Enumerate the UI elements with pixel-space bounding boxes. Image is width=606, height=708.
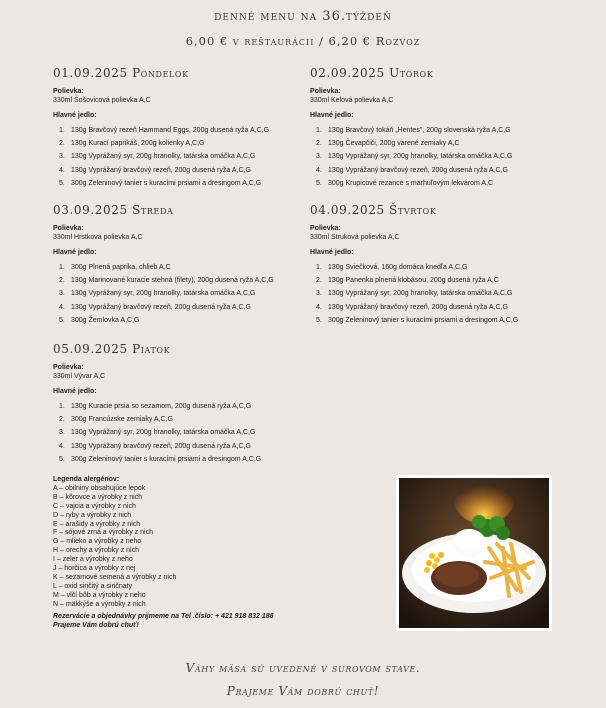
- main-item: 1. 130g Bravčový rezeň Hammand Eggs, 200g dusená ryža A,C,G: [59, 127, 270, 134]
- legend-item: N – mäkkýše a výrobky z nich: [53, 600, 146, 608]
- soup-item: 330ml Kelová polievka A,C: [310, 97, 394, 104]
- main-item: 3. 130g Vyprážaný syr, 200g hranolky, tatárska omáčka A,C,G: [316, 153, 513, 161]
- legend-item: E – arašidy a výrobky z nich: [53, 520, 141, 528]
- day-heading: 02.09.2025 Utorok: [310, 66, 434, 80]
- main-item: 4. 130g Vyprážaný bravčový rezeň, 200g dusená ryža A,C,G: [59, 166, 251, 174]
- main-item: 5. 300g Zeleninový tanier s kuracími prsiami a dresingom A,C,G: [316, 316, 519, 324]
- footer-wish: Prajeme Vám dobrú chuť!: [226, 684, 380, 698]
- main-item: 2. 130g Kurací paprikáš, 200g kolienky A,C,G: [59, 140, 205, 148]
- legend-item: C – vajcia a výrobky z nich: [53, 502, 136, 510]
- main-item: 4. 130g Vyprážaný bravčový rezeň, 200g dusená ryža A,C,G: [59, 442, 251, 450]
- menu-title: denné menu na 36.týždeň: [214, 9, 392, 24]
- order-notes: [53, 613, 373, 631]
- main-label: Hlavné jedlo:: [310, 112, 354, 119]
- main-list: [59, 124, 333, 190]
- legend-title: Legenda alergénov:: [53, 476, 120, 483]
- main-item: 3. 130g Vyprážaný syr, 200g hranolky, tatárska omáčka A,C,G: [59, 153, 256, 161]
- legend-item: L – oxid siričitý a siričnaty: [53, 582, 133, 590]
- soup-label: Polievka:: [310, 225, 341, 232]
- main-label: Hlavné jedlo:: [53, 249, 97, 256]
- main-item: 1. 130g Kuracie prsia so sezamom, 200g dusená ryža A,C,G: [59, 403, 252, 410]
- allergen-legend: [53, 476, 373, 610]
- legend-item: I – zeler a výrobky z neho: [53, 556, 133, 564]
- price-line: 6,00 € v reštaurácii / 6,20 € Rozvoz: [185, 34, 421, 48]
- soup-item: 330ml Struková polievka A,C: [310, 234, 400, 241]
- day-heading: 03.09.2025 Streda: [53, 203, 174, 217]
- main-item: 2. 300g Francúzske zemiaky A,C,G: [59, 416, 173, 424]
- main-item: 3. 130g Vyprážaný syr, 200g hranolky, tatárska omáčka A,C,G: [59, 429, 256, 437]
- soup-label: Polievka:: [53, 225, 84, 232]
- soup-item: 330ml Vývar A,C: [53, 373, 106, 380]
- reservation-phone: Rezervácie a objednávky prijmeme na Tel .číslo: + 421 918 832 188: [53, 613, 274, 620]
- main-item: 4. 130g Vyprážaný bravčový rezeň, 200g dusená ryža A,C,G: [316, 166, 508, 174]
- main-item: 5. 300g Zeleninový tanier s kuracími prsiami a dresingom A,C,G: [59, 455, 262, 463]
- main-list: [316, 261, 590, 327]
- soup-item: 330ml Šošovicová polievka A,C: [53, 97, 151, 104]
- main-list: [59, 261, 333, 327]
- main-item: 5. 300g Zeleninový tanier s kuracími prsiami a dresingom A,C,G: [59, 179, 262, 187]
- soup-item: 330ml Hrstková polievka A,C: [53, 234, 143, 241]
- legend-item: D – ryby a výrobky z nich: [53, 511, 132, 519]
- legend-item: A – obilniny obsahujúce lepok: [53, 484, 146, 492]
- legend-item: M – vlčí bôb a výrobky z neho: [53, 591, 146, 599]
- main-item: 4. 130g Vyprážaný bravčový rezeň, 200g dusená ryža A,C,G: [316, 303, 508, 311]
- main-item: 1. 130g Sviečková, 160g domáca knedľa A,C,G: [316, 264, 468, 271]
- day-heading: 04.09.2025 Štvrtok: [310, 203, 437, 217]
- legend-item: B – kôrovce a výrobky z nich: [53, 493, 143, 501]
- main-label: Hlavné jedlo:: [53, 388, 97, 395]
- legend-item: G – mlieko a výrobky z neho: [53, 538, 142, 546]
- main-item: 5. 300g Žemlovka A,C,G: [59, 316, 140, 324]
- plate-illustration: [399, 478, 549, 628]
- main-item: 4. 130g Vyprážaný bravčový rezeň, 200g dusená ryža A,C,G: [59, 303, 251, 311]
- food-photo: [396, 475, 552, 631]
- footer-note: Váhy mäsa sú uvedené v surovom stave.: [185, 661, 421, 675]
- main-item: 2. 130g Panenka plnená klobásou, 200g dusená ryža A,C: [316, 277, 499, 285]
- day-monday: [53, 66, 333, 190]
- main-item: 3. 130g Vyprážaný syr, 200g hranolky, tatárska omáčka A,C,G: [316, 290, 513, 298]
- main-list: [59, 400, 333, 466]
- soup-label: Polievka:: [53, 364, 84, 371]
- main-item: 2. 130g Čevapčiči, 200g varené zemiaky A,C: [316, 140, 460, 148]
- main-item: 5. 300g Krupicové rezance s marhuľovým lekvárom A,C: [316, 179, 494, 187]
- day-tuesday: [310, 66, 590, 190]
- main-item: 2. 130g Marinované kuracie stehná (filety), 200g dusená ryža A,C,G: [59, 277, 274, 285]
- soup-label: Polievka:: [310, 88, 341, 95]
- main-item: 1. 130g Bravčový tokáň „Hentes", 200g slovenská ryža A,C,G: [316, 127, 511, 134]
- day-heading: 01.09.2025 Pondelok: [53, 66, 189, 80]
- day-friday: [53, 342, 333, 466]
- main-label: Hlavné jedlo:: [310, 249, 354, 256]
- main-item: 1. 300g Plnená paprika, chlieb A,C: [59, 264, 171, 271]
- legend-item: H – orechy a výrobky z nich: [53, 547, 139, 555]
- main-list: [316, 124, 590, 190]
- wish-text: Prajeme Vám dobrú chuť!: [53, 621, 139, 629]
- main-item: 3. 130g Vyprážaný syr, 200g hranolky, tatárska omáčka A,C,G: [59, 290, 256, 298]
- main-label: Hlavné jedlo:: [53, 112, 97, 119]
- day-wednesday: [53, 203, 333, 327]
- soup-label: Polievka:: [53, 88, 84, 95]
- day-heading: 05.09.2025 Piatok: [53, 342, 171, 356]
- day-thursday: [310, 203, 590, 327]
- legend-item: K – sezamové semená a výrobky z nich: [53, 573, 177, 581]
- legend-item: J – horčica a výrobky z nej: [53, 565, 136, 573]
- legend-item: F – sójové zrná a výrobky z nich: [53, 529, 153, 537]
